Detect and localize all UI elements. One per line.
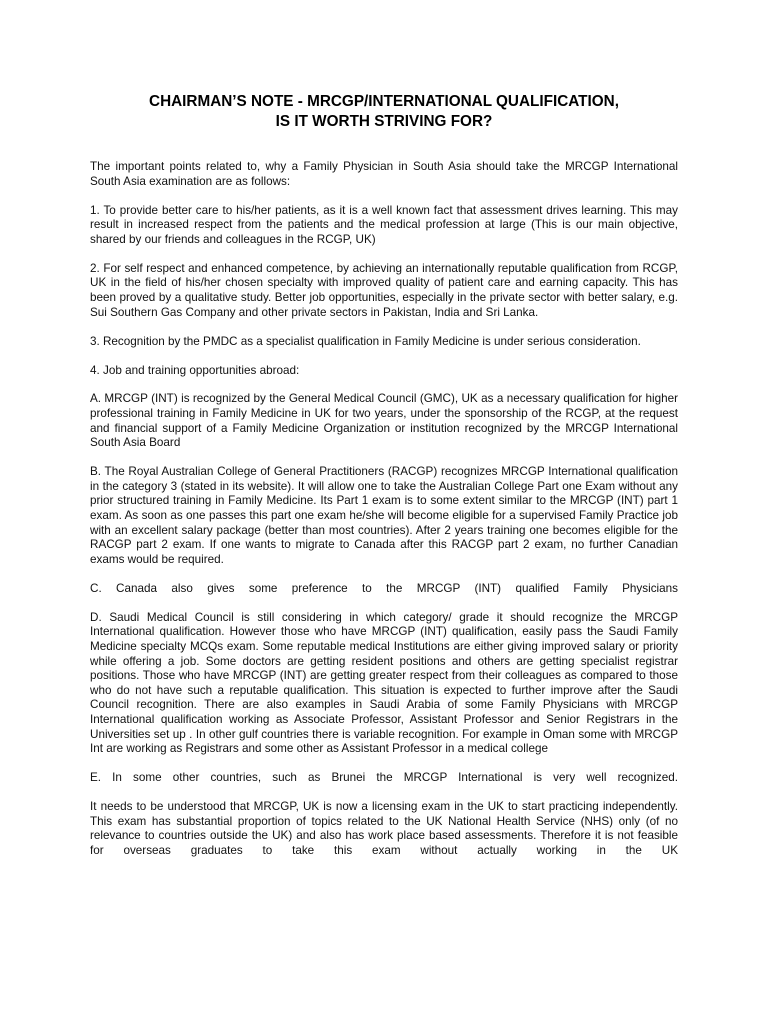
point-c-paragraph: C. Canada also gives some preference to the MRCGP (INT) qualified Family Physicians	[90, 581, 678, 595]
document-body	[90, 160, 678, 873]
point-3-paragraph: 3. Recognition by the PMDC as a specialist qualification in Family Medicine is under serious consideration.	[90, 334, 641, 348]
intro-paragraph: The important points related to, why a Family Physician in South Asia should take the MRCGP International South Asia examination are as follows:	[90, 160, 678, 188]
point-d-paragraph: D. Saudi Medical Council is still considering in which category/ grade it should recognize the MRCGP International qualification. However those who have MRCGP (INT) qualification, easily pass the Saudi Family Medicine specialty MCQs exam. Some reputable medical Institutions are either giving improved salary or priority while offering a job. Some doctors are getting resident positions and others are getting specialist registrar positions. Those who have MRCGP (INT) are getting greater respect from their colleagues as compared to those who do not have such a reputable qualification. This situation is expected to further improve after the Saudi Council recognition. There are also examples in Saudi Arabia of some Family Physicians with MRCGP International qualification working as Associate Professor, Assistant Professor and Senior Registrars in the Universities set up . In other gulf countries there is variable recognition. For example in Oman some with MRCGP Int are working as Registrars and some other as Assistant Professor in a medical college	[90, 610, 678, 756]
closing-paragraph: It needs to be understood that MRCGP, UK is now a licensing exam in the UK to start practicing independently. This exam has substantial proportion of topics related to the UK National Health Service (NHS) only (of no relevance to countries outside the UK) and also has work place based assessments. Therefore it is not feasible for overseas graduates to take this exam without actually working in the UK	[90, 800, 678, 857]
point-a-paragraph: A. MRCGP (INT) is recognized by the General Medical Council (GMC), UK as a necessary qualification for higher professional training in Family Medicine in UK for two years, under the sponsorship of the RCGP, at the request and financial support of a Family Medicine Organization or institution recognized by the MRCGP International South Asia Board	[90, 392, 678, 450]
point-e-paragraph: E. In some other countries, such as Brunei the MRCGP International is very well recognized.	[90, 771, 678, 785]
point-1-paragraph: 1. To provide better care to his/her patients, as it is a well known fact that assessment drives learning. This may result in increased respect from the patients and the medical profession at large (This is our main objective, shared by our friends and colleagues in the RCGP, UK)	[90, 203, 678, 246]
title-line-1: CHAIRMAN’S NOTE - MRCGP/INTERNATIONAL QUALIFICATION,	[149, 93, 619, 110]
page-title	[0, 92, 768, 132]
point-4-paragraph: 4. Job and training opportunities abroad:	[90, 363, 300, 377]
point-b-paragraph: B. The Royal Australian College of General Practitioners (RACGP) recognizes MRCGP International qualification in the category 3 (stated in its website). It will allow one to take the Australian College Part one Exam without any prior structured training in Family Medicine. Its Part 1 exam is to some extent similar to the MRCGP (INT) part 1 exam. As soon as one passes this part one exam he/she will become eligible for a supervised Family Practice job with an excellent salary package (better than most countries). After 2 years training one becomes eligible for the RACGP part 2 exam. If one wants to migrate to Canada after this RACGP part 2 exam, no further Canadian exams would be required.	[90, 465, 678, 566]
point-2-paragraph: 2. For self respect and enhanced competence, by achieving an internationally reputable qualification from RCGP, UK in the field of his/her chosen specialty with improved quality of patient care and earning capacity. This has been proved by a qualitative study. Better job opportunities, especially in the private sector with better salary, e.g. Sui Southern Gas Company and other private sectors in Pakistan, India and Sri Lanka.	[90, 261, 678, 319]
title-line-2: IS IT WORTH STRIVING FOR?	[275, 113, 493, 130]
